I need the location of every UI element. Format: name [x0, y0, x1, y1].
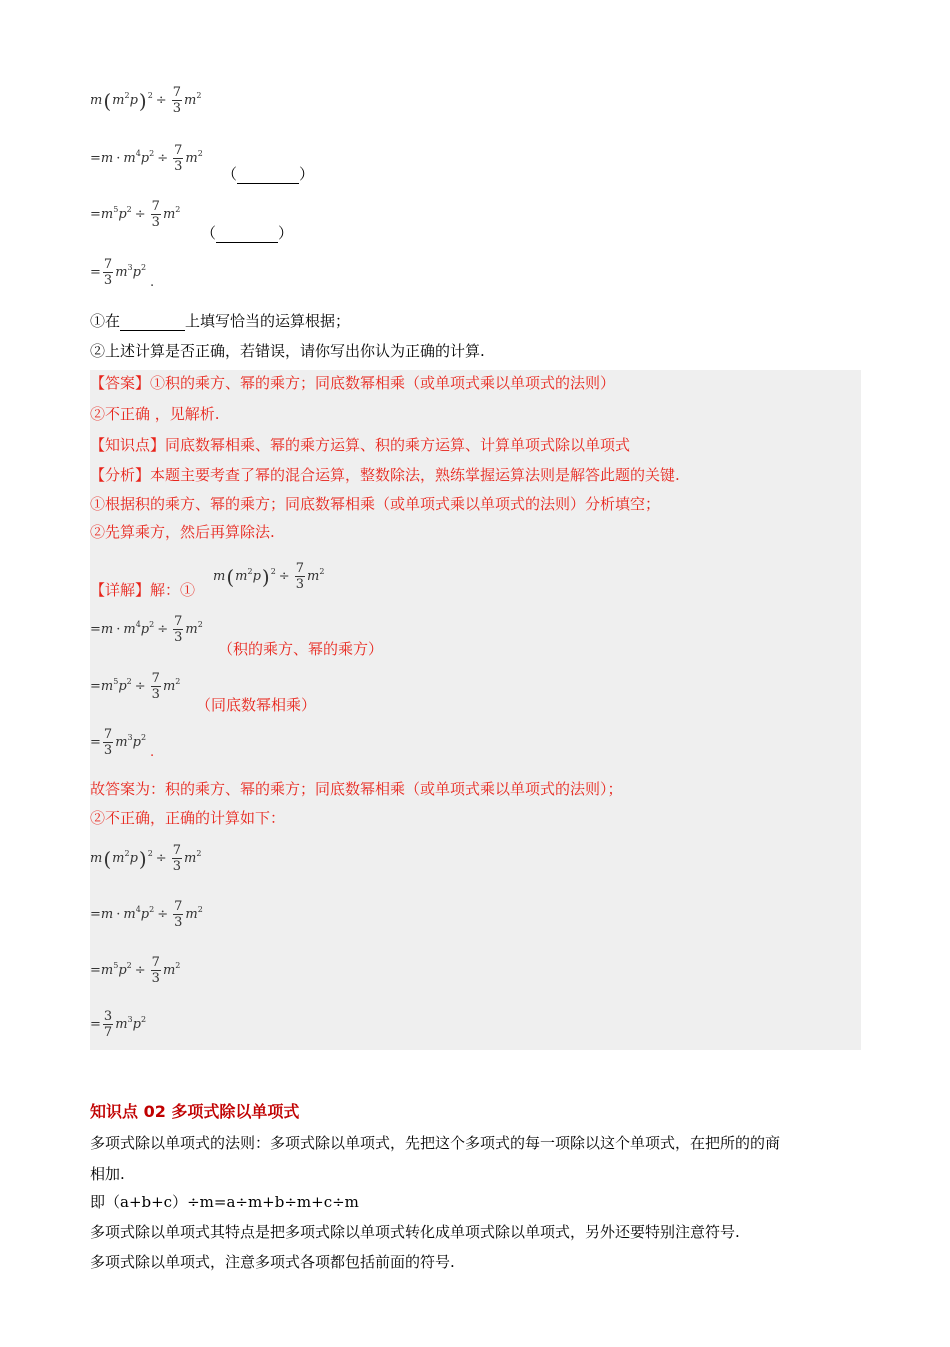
- detail-label: 【详解】解：①: [90, 581, 196, 599]
- question-2: ②上述计算是否正确，若错误，请你写出你认为正确的计算.: [90, 342, 485, 360]
- correct-expr-2: = m · m $^4$ p $^2$ ÷ $\frac{7}{3}$ m $^2$: [90, 899, 203, 930]
- section-formula: 即（a+b+c）÷m=a÷m+b÷m+c÷m: [90, 1193, 359, 1211]
- detail-expr-2: = m · m $^4$ p $^2$ ÷ $\frac{7}{3}$ m $^2$: [90, 614, 203, 645]
- detail-expr-4: = $\frac{7}{3}$ m $^3$ p $^2$ .: [90, 727, 155, 760]
- section-para-4: 多项式除以单项式，注意多项式各项都包括前面的符号.: [90, 1253, 455, 1271]
- answer-not-correct: ②不正确，正确的计算如下：: [90, 809, 286, 827]
- answer-line-1: 【答案】①积的乘方、幂的乘方；同底数幂相乘（或单项式乘以单项式的法则）: [90, 374, 616, 392]
- answer-line-2: ②不正确 ，见解析.: [90, 405, 220, 423]
- section-para-1a: 多项式除以单项式的法则：多项式除以单项式，先把这个多项式的每一项除以这个单项式，在把所的的商: [90, 1134, 781, 1152]
- expr-line-4: = $\frac{7}{3}$ m $^3$ p $^2$ .: [90, 257, 155, 290]
- detail-expr-1: m ( m $^2$ p ) $^2$ ÷ $\frac{7}{3}$ m $^2$: [213, 561, 325, 592]
- analysis-2: ②先算乘方，然后再算除法.: [90, 523, 275, 541]
- section-para-3: 多项式除以单项式其特点是把多项式除以单项式转化成单项式除以单项式，另外还要特别注意符号.: [90, 1223, 740, 1241]
- blank-2[interactable]: （ ）: [201, 224, 294, 242]
- expr-line-3: = m $^5$ p $^2$ ÷ $\frac{7}{3}$ m $^2$: [90, 199, 181, 230]
- analysis: 【分析】本题主要考查了幂的混合运算，整数除法，熟练掌握运算法则是解答此题的关键.: [90, 466, 680, 484]
- knowledge-point: 【知识点】同底数幂相乘、幂的乘方运算、积的乘方运算、计算单项式除以单项式: [90, 436, 631, 454]
- blank-1[interactable]: （ ）: [222, 165, 315, 183]
- expr-line-1: m ( m $^2$ p ) $^2$ ÷ $\frac{7}{3}$ m $^2$: [90, 85, 202, 116]
- question-1: ①在 上填写恰当的运算根据；: [90, 312, 351, 330]
- answer-conclusion: 故答案为：积的乘方、幂的乘方；同底数幂相乘（或单项式乘以单项式的法则）；: [90, 780, 623, 798]
- section-para-1b: 相加.: [90, 1165, 125, 1183]
- expr-line-2: = m · m $^4$ p $^2$ ÷ $\frac{7}{3}$ m $^2$: [90, 143, 203, 174]
- detail-note-1: （积的乘方、幂的乘方）: [218, 640, 384, 658]
- correct-expr-3: = m $^5$ p $^2$ ÷ $\frac{7}{3}$ m $^2$: [90, 955, 181, 986]
- correct-expr-4: = $\frac{3}{7}$ m $^3$ p $^2$: [90, 1009, 147, 1040]
- correct-expr-1: m ( m $^2$ p ) $^2$ ÷ $\frac{7}{3}$ m $^2$: [90, 843, 202, 874]
- analysis-1: ①根据积的乘方、幂的乘方；同底数幂相乘（或单项式乘以单项式的法则）分析填空；: [90, 495, 661, 513]
- detail-note-2: （同底数幂相乘）: [196, 696, 317, 714]
- detail-expr-3: = m $^5$ p $^2$ ÷ $\frac{7}{3}$ m $^2$: [90, 671, 181, 702]
- section-heading: 知识点 02 多项式除以单项式: [90, 1102, 300, 1121]
